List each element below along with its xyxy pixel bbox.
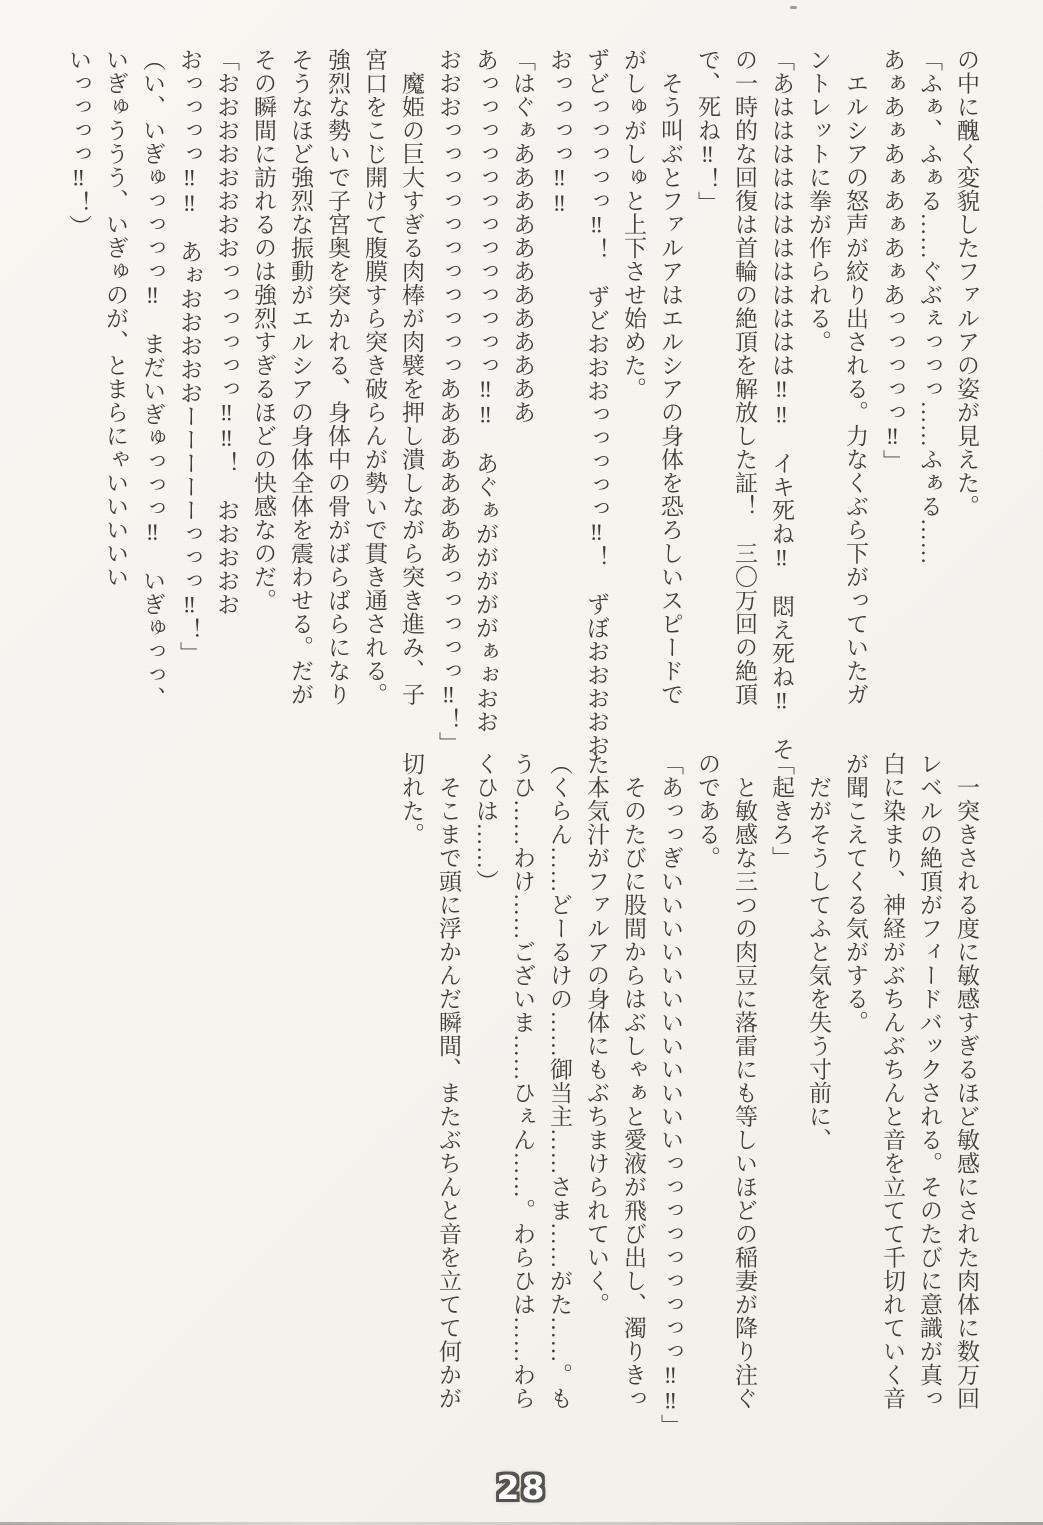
text-column: 「あっっぎいいいいいいいいいいいいっっっっっっっっっ‼‼」 — [658, 752, 683, 1438]
text-column: の一時的な回復は首輪の絶頂を解放した証！ 三〇万回の絶頂 — [732, 48, 757, 706]
text-column: のである。 — [695, 752, 720, 870]
text-column: レベルの絶頂がフィードバックされる。そのたびに意識が真っ — [917, 752, 942, 1410]
text-column: うひ……わけ……ございま……ひぇん……。わらひは……わら — [510, 752, 535, 1410]
text-column: あっっっっっっっっっっっっっ‼‼ あぐぁがががががぁぉおお — [473, 48, 498, 734]
text-column: 魔姫の巨大すぎる肉棒が肉襞を押し潰しながら突き進み、子 — [399, 48, 424, 706]
text-column: そこまで頭に浮かんだ瞬間、またぶちんと音を立てて何かが — [436, 752, 461, 1410]
text-column: おおおっっっっっっっっっっっああああああああっっっっっ‼！」 — [436, 48, 461, 755]
text-column: 一突きされる度に敏感すぎるほど敏感にされた肉体に数万回 — [954, 752, 979, 1410]
text-block-bottom — [393, 752, 985, 1470]
page-number: 28 — [496, 1468, 547, 1507]
text-column: 切れた。 — [399, 752, 424, 846]
text-column: 「ふぁ、ふぁる……ぐぶぇっっっ……ふぁる…… — [917, 48, 942, 565]
text-column: 「はぐぁああああああああああああ — [510, 48, 535, 424]
text-column: そのたびに股間からはぶしゃぁと愛液が飛び出し、濁りきっ — [621, 752, 646, 1410]
text-column: 強烈な勢いで子宮奥を突かれる、身体中の骨がばらばらになり — [325, 48, 350, 706]
text-column: くひは……） — [473, 752, 498, 893]
text-column: いっっっっ‼！） — [66, 48, 91, 238]
text-block-top — [60, 48, 985, 763]
text-column: ずどっっっっっ‼！ ずどおおおっっっっっ‼！ ずぼおおおおお — [584, 48, 609, 757]
text-column: そう叫ぶとファルアはエルシアの身体を恐ろしいスピードで — [658, 48, 683, 706]
scan-artifact-mark — [790, 6, 797, 9]
text-column: 「あはははははははははははは‼‼ イキ死ね‼ 悶え死ね‼ そ — [769, 48, 794, 761]
text-column: ントレットに拳が作られる。 — [806, 48, 831, 354]
text-column: が聞こえてくる気がする。 — [843, 752, 868, 1034]
text-column: の中に醜く変貌したファルアの姿が見えた。 — [954, 48, 979, 518]
text-column: おっっっっ‼‼ — [547, 48, 572, 217]
text-column: がしゅがしゅと上下させ始めた。 — [621, 48, 646, 401]
text-column: 「おおおおおおおおっっっっっっ‼‼！ おおおおお — [214, 48, 239, 616]
text-column: （くらん……どーるけの……御当主……さま……がた……。も — [547, 752, 572, 1410]
text-column: で、死ね‼！」 — [695, 48, 720, 215]
text-column: 宮口をこじ開けて腹膜すら突き破らんが勢いで貫き通される。 — [362, 48, 387, 706]
text-column: エルシアの怒声が絞り出される。力なくぶら下がっていたガ — [843, 48, 868, 706]
text-column: あぁあぁあぁあぁあぁあっっっっっ‼」 — [880, 48, 905, 473]
text-column: その瞬間に訪れるのは強烈すぎるほどの快感なのだ。 — [251, 48, 276, 612]
text-column: と敏感な三つの肉豆に落雷にも等しいほどの稲妻が降り注ぐ — [732, 752, 757, 1410]
text-column: 「起きろ」 — [769, 752, 794, 870]
text-column: おっっっっ‼‼ あぉおおおおおーーーーーっっっ‼！」 — [177, 48, 202, 665]
text-column: だがそうしてふと気を失う寸前に、 — [806, 752, 831, 1152]
text-column: た本気汁がファルアの身体にもぶちまけられていく。 — [584, 752, 609, 1316]
text-column: いぎゅううう、いぎゅのが、とまらにゃいいいいい — [103, 48, 128, 589]
text-column: （い、いぎゅっっっっ‼ まだいぎゅっっっ‼ いぎゅっっ、 — [140, 48, 165, 710]
text-column: 白に染まり、神経がぶちんぶちんと音を立てて千切れていく音 — [880, 752, 905, 1410]
text-column: そうなほど強烈な振動がエルシアの身体全体を震わせる。だが — [288, 48, 313, 706]
